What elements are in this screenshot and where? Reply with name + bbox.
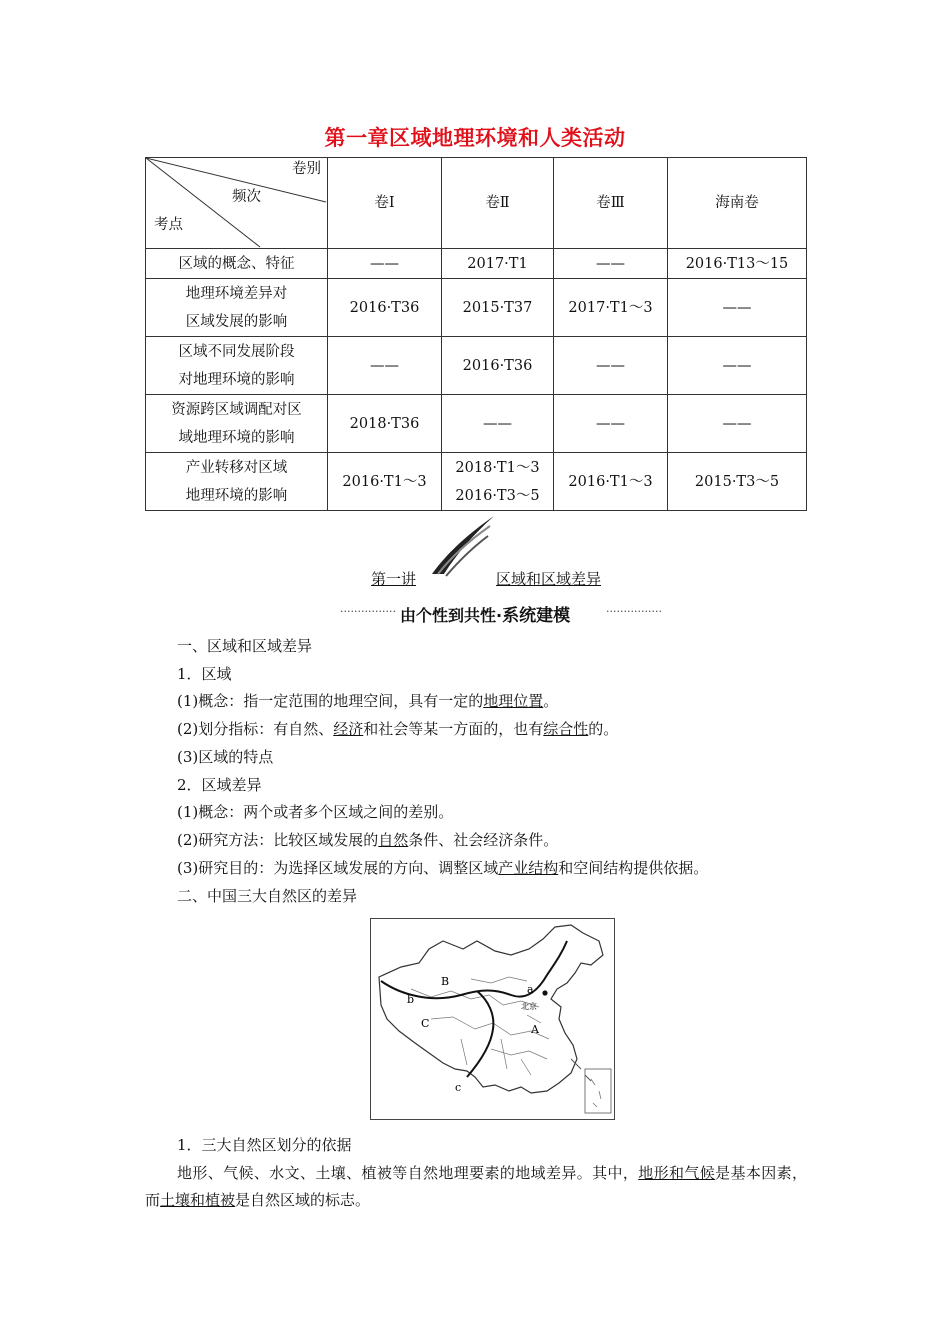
- table-row: [146, 279, 807, 337]
- map-label-beijing: 北京: [521, 1002, 537, 1011]
- corner-label-topic: 考点: [154, 217, 183, 233]
- answer-blank: 地理位置: [483, 692, 544, 710]
- section-2-heading: 二、中国三大自然区的差异: [177, 887, 358, 905]
- lecture-swoosh-decoration: [428, 512, 498, 582]
- table-row: [146, 249, 807, 279]
- map-label-b: b: [407, 993, 415, 1006]
- frequency-cell: [328, 395, 442, 453]
- chapter-title: 第一章区域地理环境和人类活动: [324, 126, 626, 150]
- frequency-cell: [554, 453, 668, 511]
- difference-method: [177, 829, 558, 851]
- frequency-cell: [668, 395, 807, 453]
- answer-blank: 地形和气候: [638, 1164, 716, 1182]
- banner-dots-left: ················: [340, 605, 396, 618]
- topic-line: 地理环境差异对: [185, 285, 288, 302]
- table-row: [146, 337, 807, 395]
- table-corner-cell: [146, 158, 328, 249]
- text: 。: [543, 692, 559, 710]
- table-row: [146, 395, 807, 453]
- frequency-cell: [442, 337, 554, 395]
- frequency-value: 2016·T36: [462, 357, 533, 374]
- difference-concept: (1)概念：两个或者多个区域之间的差别。: [177, 803, 454, 821]
- frequency-value: ——: [370, 255, 399, 272]
- frequency-cell: [668, 249, 807, 279]
- frequency-cell: [668, 337, 807, 395]
- lecture-number: 第一讲: [371, 570, 417, 588]
- frequency-cell: [328, 453, 442, 511]
- text: 和空间结构提供依据。: [558, 859, 709, 877]
- topic-line: 区域发展的影响: [185, 313, 288, 330]
- frequency-value: 2018·T1～3: [455, 459, 540, 476]
- frequency-value: ——: [483, 415, 512, 432]
- frequency-value: ——: [596, 415, 625, 432]
- frequency-cell: [328, 249, 442, 279]
- column-header: 海南卷: [668, 158, 807, 249]
- topic-line: 对地理环境的影响: [178, 371, 295, 388]
- frequency-value: ——: [722, 415, 752, 432]
- table-row: [146, 453, 807, 511]
- text: (2)研究方法：比较区域发展的: [177, 831, 379, 849]
- subheading-division-basis: 1．三大自然区划分的依据: [177, 1136, 352, 1154]
- frequency-cell: [668, 279, 807, 337]
- exam-frequency-table: [145, 157, 807, 511]
- frequency-cell: [442, 279, 554, 337]
- china-map-drawing: [371, 919, 614, 1119]
- difference-purpose: [177, 857, 708, 879]
- frequency-value: 2016·T36: [349, 299, 420, 316]
- topic-line: 区域的概念、特征: [178, 255, 295, 272]
- section-banner: [340, 601, 665, 625]
- map-label-A: A: [531, 1023, 539, 1036]
- frequency-value: 2016·T13～15: [685, 255, 789, 272]
- china-natural-regions-map: [370, 918, 615, 1120]
- text: 条件、社会经济条件。: [408, 831, 559, 849]
- map-label-a: a: [527, 983, 534, 996]
- subheading-region-difference: 2．区域差异: [177, 776, 262, 794]
- topic-cell: [146, 279, 328, 337]
- frequency-value: 2016·T3～5: [455, 487, 540, 504]
- corner-label-paper: 卷别: [292, 161, 321, 177]
- frequency-value: 2017·T1～3: [568, 299, 653, 316]
- answer-blank: 自然: [378, 831, 409, 849]
- text: (1)概念：指一定范围的地理空间，具有一定的: [177, 692, 484, 710]
- frequency-value: ——: [370, 357, 399, 374]
- map-label-c: c: [455, 1081, 462, 1094]
- text: 是自然区域的标志。: [235, 1191, 371, 1209]
- frequency-cell: [554, 337, 668, 395]
- answer-blank: 经济: [333, 720, 364, 738]
- frequency-cell: [442, 453, 554, 511]
- frequency-cell: [328, 337, 442, 395]
- lecture-title: 区域和区域差异: [496, 570, 602, 588]
- table-header-row: [146, 158, 807, 249]
- frequency-cell: [328, 279, 442, 337]
- frequency-cell: [442, 395, 554, 453]
- topic-cell: [146, 453, 328, 511]
- frequency-cell: [554, 279, 668, 337]
- answer-blank: 土壤和植被: [160, 1191, 236, 1209]
- text: 的。: [588, 720, 619, 738]
- subheading-region: 1．区域: [177, 665, 232, 683]
- frequency-value: ——: [596, 255, 625, 272]
- answer-blank: 综合性: [543, 720, 589, 738]
- topic-line: 区域不同发展阶段: [178, 343, 295, 360]
- map-label-C: C: [421, 1017, 430, 1030]
- text: (3)研究目的：为选择区域发展的方向、调整区域: [177, 859, 499, 877]
- topic-line: 产业转移对区域: [185, 459, 288, 476]
- section-1-heading: 一、区域和区域差异: [177, 637, 313, 655]
- frequency-cell: [554, 395, 668, 453]
- frequency-value: ——: [722, 299, 752, 316]
- column-header: 卷Ⅰ: [328, 158, 442, 249]
- topic-line: 地理环境的影响: [185, 487, 288, 504]
- frequency-value: ——: [596, 357, 625, 374]
- banner-text-left: 由个性到共性·: [400, 606, 503, 625]
- frequency-value: 2017·T1: [467, 255, 528, 272]
- answer-blank: 产业结构: [498, 859, 559, 877]
- banner-text: [400, 601, 570, 626]
- frequency-value: 2016·T1～3: [342, 473, 427, 490]
- frequency-value: 2015·T37: [462, 299, 533, 316]
- frequency-cell: [442, 249, 554, 279]
- topic-line: 资源跨区域调配对区: [171, 401, 302, 418]
- region-criteria: [177, 718, 618, 740]
- frequency-cell: [668, 453, 807, 511]
- frequency-value: 2015·T3～5: [694, 473, 780, 490]
- banner-dots-right: ················: [606, 605, 662, 618]
- text: (2)划分指标：有自然、: [177, 720, 334, 738]
- corner-label-frequency: 频次: [232, 189, 261, 205]
- topic-cell: [146, 337, 328, 395]
- division-basis-paragraph: [145, 1160, 807, 1214]
- map-label-B: B: [441, 975, 450, 988]
- region-characteristics: (3)区域的特点: [177, 748, 274, 766]
- frequency-value: 2018·T36: [349, 415, 420, 432]
- banner-text-right: 系统建模: [502, 606, 571, 626]
- topic-cell: [146, 249, 328, 279]
- frequency-cell: [554, 249, 668, 279]
- column-header: 卷Ⅱ: [442, 158, 554, 249]
- column-header: 卷Ⅲ: [554, 158, 668, 249]
- topic-line: 域地理环境的影响: [178, 429, 295, 446]
- text: 和社会等某一方面的，也有: [363, 720, 544, 738]
- topic-cell: [146, 395, 328, 453]
- frequency-value: 2016·T1～3: [568, 473, 653, 490]
- frequency-value: ——: [722, 357, 752, 374]
- region-concept: [177, 690, 558, 712]
- text: 是基本因素，而: [145, 1164, 807, 1209]
- text: 地形、气候、水文、土壤、植被等自然地理要素的地域差异。其中，: [177, 1164, 639, 1182]
